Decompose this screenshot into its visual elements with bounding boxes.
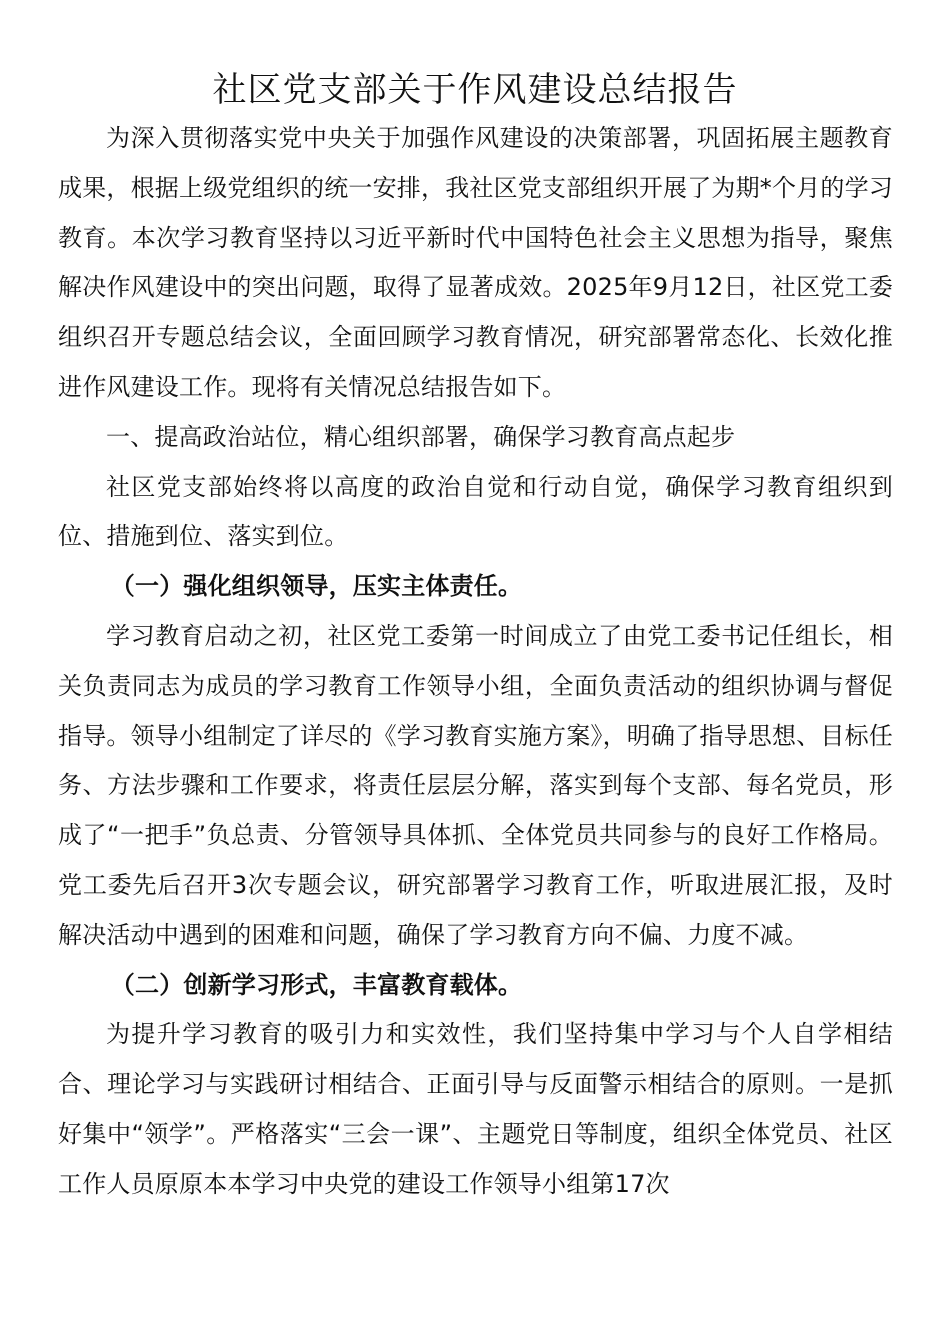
section-1-paragraph: 社区党支部始终将以高度的政治自觉和行动自觉，确保学习教育组织到位、措施到位、落实到位。 [58,472,893,551]
intro-paragraph: 为深入贯彻落实党中央关于加强作风建设的决策部署，巩固拓展主题教育成果，根据上级党组织的统一安排，我社区党支部组织开展了为期*个月的学习教育。本次学习教育坚持以习近平新时代中国特色社会主义思想为指导，聚焦解决作风建设中的突出问题，取得了显著成效。2025年9月12日，社区党工委组织召开专题总结会议，全面回顾学习教育情况，研究部署常态化、长效化推进作风建设工作。现将有关情况总结报告如下。 [58,124,893,401]
subsection-heading-2: （二）创新学习形式，丰富教育载体。 [110,970,523,999]
section-heading-1: 一、提高政治站位，精心组织部署，确保学习教育高点起步 [106,422,736,451]
subsection-1-paragraph: 学习教育启动之初，社区党工委第一时间成立了由党工委书记任组长，相关负责同志为成员的学习教育工作领导小组，全面负责活动的组织协调与督促指导。领导小组制定了详尽的《学习教育实施方案》，明确了指导思想、目标任务、方法步骤和工作要求，将责任层层分解，落实到每个支部、每名党员，形成了“一把手”负总责、分管领导具体抓、全体党员共同参与的良好工作格局。党工委先后召开3次专题会议，研究部署学习教育工作，听取进展汇报，及时解决活动中遇到的困难和问题，确保了学习教育方向不偏、力度不减。 [58,621,893,949]
document-title: 社区党支部关于作风建设总结报告 [212,70,738,110]
subsection-heading-1: （一）强化组织领导，压实主体责任。 [110,572,523,601]
subsection-2-paragraph: 为提升学习教育的吸引力和实效性，我们坚持集中学习与个人自学相结合、理论学习与实践研讨相结合、正面引导与反面警示相结合的原则。一是抓好集中“领学”。严格落实“三会一课”、主题党日等制度，组织全体党员、社区工作人员原原本本学习中央党的建设工作领导小组第17次 [58,1020,893,1198]
document-body [58,114,893,1210]
